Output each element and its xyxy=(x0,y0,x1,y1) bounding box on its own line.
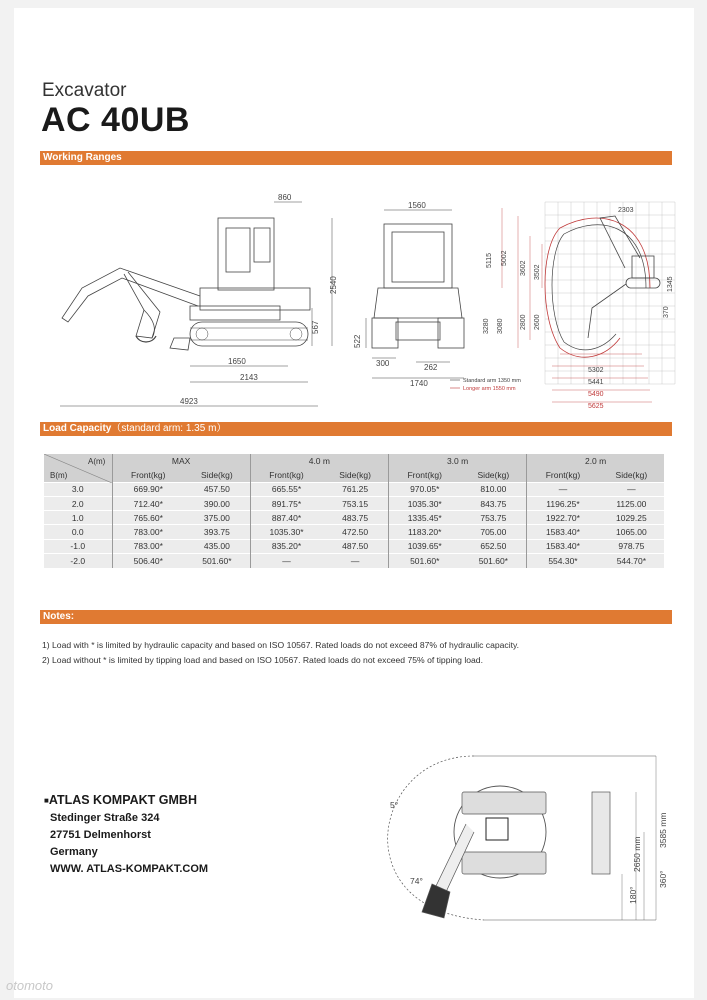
arm-legend xyxy=(450,378,521,392)
table-row xyxy=(44,497,664,511)
load-capacity-bar xyxy=(40,422,672,436)
dim-label: 360° xyxy=(658,870,668,888)
load-capacity-table xyxy=(44,454,664,568)
table-cell: — xyxy=(599,482,664,496)
left-track xyxy=(462,792,546,814)
dim-label: 1345 xyxy=(667,276,674,292)
table-cell: 1583.40* xyxy=(527,525,599,539)
table-cell: 375.00 xyxy=(184,511,250,525)
table-cell: 783.00* xyxy=(112,525,184,539)
dim-label: 567 xyxy=(311,320,320,334)
table-row xyxy=(44,539,664,553)
table-cell: 1035.30* xyxy=(250,525,322,539)
table-cell: 393.75 xyxy=(184,525,250,539)
table-cell: 1039.65* xyxy=(388,539,460,553)
table-subheader-row xyxy=(44,468,664,482)
dim-label: 3502 xyxy=(534,264,541,280)
column-header: Side(kg) xyxy=(461,468,527,482)
company-name xyxy=(44,793,197,807)
product-category: Excavator xyxy=(42,80,127,101)
table-cell: 887.40* xyxy=(250,511,322,525)
dim-label: 5490 xyxy=(588,391,604,398)
column-header: Front(kg) xyxy=(388,468,460,482)
blade-block xyxy=(592,792,610,874)
dim-label: 3280 xyxy=(483,318,490,334)
table-header-row xyxy=(44,454,664,468)
dim-label: 2143 xyxy=(240,373,258,382)
table-cell: 705.00 xyxy=(461,525,527,539)
dim-label: 860 xyxy=(278,193,292,202)
legend-longer-arm: Longer arm 1550 mm xyxy=(463,386,516,392)
dim-label: 5625 xyxy=(588,403,604,410)
row-height-b: 1.0 xyxy=(44,511,112,525)
dim-label: 2303 xyxy=(618,207,634,214)
table-row xyxy=(44,525,664,539)
group-header: 2.0 m xyxy=(527,454,664,468)
table-cell: 761.25 xyxy=(322,482,388,496)
side-view-dimension-labels xyxy=(180,193,338,406)
table-cell: 783.00* xyxy=(112,539,184,553)
group-header: 3.0 m xyxy=(388,454,526,468)
angle-label: 74° xyxy=(410,876,423,886)
corner-label-b: B(m) xyxy=(50,471,68,480)
table-cell: 544.70* xyxy=(599,553,664,567)
working-ranges-drawings xyxy=(40,188,680,418)
row-height-b: 3.0 xyxy=(44,482,112,496)
table-cell: — xyxy=(250,553,322,567)
dim-label: 3585 mm xyxy=(658,812,668,848)
table-cell: 753.75 xyxy=(461,511,527,525)
table-cell: — xyxy=(322,553,388,567)
table-cell: 978.75 xyxy=(599,539,664,553)
table-cell: 765.60* xyxy=(112,511,184,525)
table-cell: 1065.00 xyxy=(599,525,664,539)
table-cell: 891.75* xyxy=(250,497,322,511)
load-capacity-title: Load Capacity xyxy=(43,423,112,434)
load-capacity-arm-note: （standard arm: 1.35 m） xyxy=(111,423,227,434)
table-row xyxy=(44,553,664,567)
column-header: Front(kg) xyxy=(527,468,599,482)
table-cell: 970.05* xyxy=(388,482,460,496)
legend-standard-arm: Standard arm 1350 mm xyxy=(463,378,521,384)
angle-label: 5° xyxy=(390,800,399,810)
table-cell: 843.75 xyxy=(461,497,527,511)
table-cell: 753.15 xyxy=(322,497,388,511)
right-track xyxy=(462,852,546,874)
table-cell: 1583.40* xyxy=(527,539,599,553)
column-header: Front(kg) xyxy=(250,468,322,482)
table-cell: 1335.45* xyxy=(388,511,460,525)
table-cell: 1035.30* xyxy=(388,497,460,511)
side-view-drawing xyxy=(60,202,332,406)
column-header: Side(kg) xyxy=(322,468,388,482)
watermark: otomoto xyxy=(6,978,53,993)
table-cell: 1196.25* xyxy=(527,497,599,511)
cab-outline xyxy=(486,818,508,840)
group-header: 4.0 m xyxy=(250,454,388,468)
note-line: 2) Load without * is limited by tipping load and based on ISO 10567. Rated loads do not exceed 75% of tipping load. xyxy=(42,655,483,665)
company-street: Stedinger Straße 324 xyxy=(50,812,160,824)
table-cell: 1922.70* xyxy=(527,511,599,525)
table-cell: 457.50 xyxy=(184,482,250,496)
corner-diagonal xyxy=(44,454,112,483)
table-cell: 835.20* xyxy=(250,539,322,553)
dim-label: 180° xyxy=(628,886,638,904)
dim-label: 370 xyxy=(663,306,670,318)
table-cell: 665.55* xyxy=(250,482,322,496)
column-header: Side(kg) xyxy=(599,468,664,482)
table-cell: 506.40* xyxy=(112,553,184,567)
range-envelope-standard xyxy=(552,225,646,350)
dim-label: 2540 xyxy=(329,276,338,294)
dim-label: 1560 xyxy=(408,201,426,210)
row-height-b: -1.0 xyxy=(44,539,112,553)
corner-label-a: A(m) xyxy=(88,457,106,466)
swing-radius-diagram xyxy=(374,736,674,926)
row-height-b: 0.0 xyxy=(44,525,112,539)
table-cell: 483.75 xyxy=(322,511,388,525)
table-cell: 501.60* xyxy=(461,553,527,567)
dim-label: 5115 xyxy=(486,252,493,268)
table-cell: 1029.25 xyxy=(599,511,664,525)
table-cell: 554.30* xyxy=(527,553,599,567)
row-height-b: 2.0 xyxy=(44,497,112,511)
table-cell: 390.00 xyxy=(184,497,250,511)
dim-label: 2600 xyxy=(534,314,541,330)
table-corner-cell xyxy=(44,454,112,482)
column-header: Side(kg) xyxy=(184,468,250,482)
dim-label: 4923 xyxy=(180,397,198,406)
dim-label: 1740 xyxy=(410,379,428,388)
column-header: Front(kg) xyxy=(112,468,184,482)
range-grid xyxy=(545,202,675,384)
dim-label: 5002 xyxy=(501,250,508,266)
dim-label: 1650 xyxy=(228,357,246,366)
dim-label: 3602 xyxy=(520,260,527,276)
dim-label: 262 xyxy=(424,363,438,372)
table-row xyxy=(44,511,664,525)
table-cell: 1125.00 xyxy=(599,497,664,511)
dim-label: 522 xyxy=(353,334,362,348)
table-cell: 435.00 xyxy=(184,539,250,553)
table-cell: 487.50 xyxy=(322,539,388,553)
note-line: 1) Load with * is limited by hydraulic capacity and based on ISO 10567. Rated loads do not exceed 87% of hydraulic capacity. xyxy=(42,640,520,650)
dim-label: 3080 xyxy=(497,318,504,334)
table-cell: 1183.20* xyxy=(388,525,460,539)
table-cell: 501.60* xyxy=(184,553,250,567)
dim-label: 2800 xyxy=(520,314,527,330)
dim-label: 2650 mm xyxy=(632,836,642,872)
dim-label: 5441 xyxy=(588,379,604,386)
dim-label: 5302 xyxy=(588,367,604,374)
group-header: MAX xyxy=(112,454,250,468)
front-view-drawing xyxy=(366,210,464,378)
row-height-b: -2.0 xyxy=(44,553,112,567)
table-cell: 501.60* xyxy=(388,553,460,567)
bullet-icon: ■ xyxy=(44,796,49,806)
table-cell: 669.90* xyxy=(112,482,184,496)
company-city: 27751 Delmenhorst xyxy=(50,829,151,841)
company-name-text: ATLAS KOMPAKT GMBH xyxy=(48,793,197,807)
notes-title: Notes: xyxy=(43,611,75,622)
working-ranges-bar xyxy=(40,151,672,165)
working-ranges-title: Working Ranges xyxy=(43,152,122,163)
front-view-dimension-labels xyxy=(353,201,438,388)
spec-sheet-page xyxy=(6,8,694,998)
model-title: AC 40UB xyxy=(41,101,190,139)
company-country: Germany xyxy=(50,846,98,858)
company-website: WWW. ATLAS-KOMPAKT.COM xyxy=(50,863,209,875)
table-cell: 712.40* xyxy=(112,497,184,511)
table-cell: 652.50 xyxy=(461,539,527,553)
working-range-diagram xyxy=(450,202,675,410)
table-cell: — xyxy=(527,482,599,496)
table-row xyxy=(44,482,664,496)
notes-bar xyxy=(40,610,672,624)
table-cell: 472.50 xyxy=(322,525,388,539)
table-cell: 810.00 xyxy=(461,482,527,496)
dim-label: 300 xyxy=(376,359,390,368)
